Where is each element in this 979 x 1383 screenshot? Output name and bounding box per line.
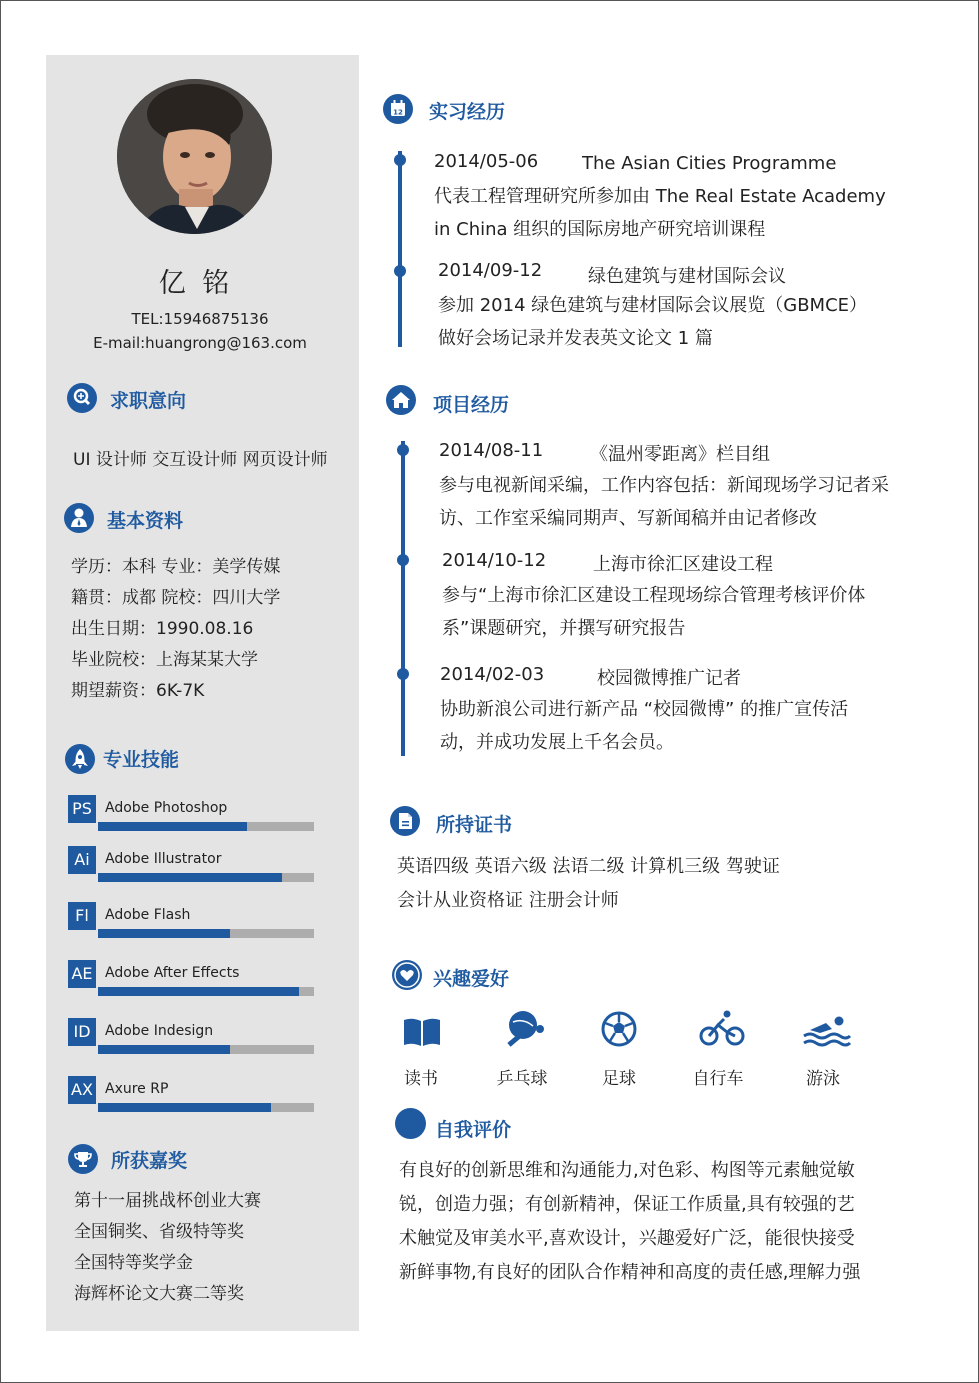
entry-org: 上海市徐汇区建设工程 [593,554,773,575]
internship-timeline [398,151,402,347]
self-eval-line: 锐，创造力强；有创新精神，保证工作质量,具有较强的艺 [399,1194,855,1215]
swimming-icon [802,1014,852,1052]
entry-date: 2014/09-12 [438,260,543,281]
self-eval-icon [395,1108,426,1139]
skill-name: Adobe Indesign [105,1023,214,1039]
entry-org: 校园微博推广记者 [597,668,741,689]
certificate-line: 英语四级 英语六级 法语二级 计算机三级 驾驶证 [397,856,780,877]
basic-info-line: 学历：本科 专业：美学传媒 [71,557,281,577]
entry-desc-line: 做好会场记录并发表英文论文 1 篇 [438,328,713,349]
entry-desc-line: 代表工程管理研究所参加由 The Real Estate Academy [434,186,886,207]
projects-timeline [401,441,405,756]
user-icon [64,503,94,533]
award-line: 全国特等奖学金 [74,1253,193,1273]
book-icon [402,1014,442,1054]
entry-desc-line: 系”课题研究，并撰写研究报告 [442,618,686,639]
hobbies-title: 兴趣爱好 [433,968,510,990]
award-line: 全国铜奖、省级特等奖 [74,1222,244,1242]
skill-level-bar [98,987,314,996]
timeline-dot [397,668,409,680]
skill-level-bar [98,1045,314,1054]
certificate-icon [390,806,420,836]
entry-org: The Asian Cities Programme [582,153,837,174]
soccer-ball-icon [600,1010,638,1052]
basic-info-title: 基本资料 [107,510,184,532]
skill-level-fill [98,1045,230,1054]
avatar [117,79,272,234]
entry-date: 2014/08-11 [439,440,544,461]
table-tennis-icon [505,1008,547,1052]
skill-level-bar [98,1103,314,1112]
entry-desc-line: 参与“上海市徐汇区建设工程现场综合管理考核评价体 [442,585,866,606]
awards-title: 所获嘉奖 [111,1150,188,1172]
timeline-dot [397,554,409,566]
hobby-label: 乒乓球 [496,1069,548,1089]
timeline-dot [394,154,406,166]
skill-level-fill [98,987,299,996]
timeline-dot [394,265,406,277]
calendar-icon [383,94,413,124]
skill-name: Axure RP [105,1081,169,1097]
basic-info-line: 毕业院校：上海某某大学 [71,650,258,670]
self-eval-line: 术触觉及审美水平,喜欢设计，兴趣爱好广泛，能很快接受 [399,1228,855,1249]
entry-desc-line: 参与电视新闻采编，工作内容包括：新闻现场学习记者采 [439,475,889,496]
basic-info-line: 籍贯：成都 院校：四川大学 [71,588,281,608]
trophy-icon [68,1144,98,1174]
rocket-icon [65,744,95,774]
skill-level-fill [98,1103,271,1112]
skill-name: Adobe After Effects [105,965,240,981]
skill-level-fill [98,873,282,882]
entry-date: 2014/10-12 [442,550,547,571]
sidebar [46,55,359,1331]
hobby-label: 游泳 [806,1069,840,1089]
bicycle-icon [698,1008,746,1052]
skill-name: Adobe Illustrator [105,851,222,867]
entry-date: 2014/05-06 [434,151,539,172]
self-eval-line: 有良好的创新思维和沟通能力,对色彩、构图等元素触觉敏 [399,1160,855,1181]
skill-abbr-badge: Ai [68,846,96,874]
profile-email: E-mail:huangrong@163.com [93,334,307,352]
skill-abbr-badge: PS [68,795,96,823]
self-eval-line: 新鲜事物,有良好的团队合作精神和高度的责任感,理解力强 [399,1262,861,1283]
skill-level-bar [98,822,314,831]
heart-icon [392,960,422,990]
skill-level-fill [98,929,230,938]
basic-info-line: 出生日期：1990.08.16 [71,619,254,639]
certificates-title: 所持证书 [436,814,513,836]
magnifier-icon [67,383,97,413]
skill-abbr-badge: ID [68,1018,96,1046]
skill-level-bar [98,929,314,938]
timeline-dot [397,444,409,456]
home-icon [386,385,416,415]
entry-desc-line: 协助新浪公司进行新产品 “校园微博” 的推广宣传活 [440,699,849,720]
svg-text:12: 12 [393,108,403,117]
skill-name: Adobe Photoshop [105,800,228,816]
entry-org: 《温州零距离》栏目组 [590,444,770,465]
projects-title: 项目经历 [433,394,510,416]
avatar-portrait [117,79,272,234]
entry-org: 绿色建筑与建材国际会议 [588,266,786,287]
basic-info-line: 期望薪资：6K-7K [71,681,205,701]
job-intent-title: 求职意向 [110,390,187,412]
entry-date: 2014/02-03 [440,664,545,685]
hobby-label: 读书 [404,1069,438,1089]
self-eval-title: 自我评价 [435,1119,512,1141]
skills-title: 专业技能 [103,749,180,771]
award-line: 第十一届挑战杯创业大赛 [74,1191,261,1211]
internship-title: 实习经历 [429,101,506,123]
skill-name: Adobe Flash [105,907,191,923]
award-line: 海辉杯论文大赛二等奖 [74,1284,244,1304]
certificate-line: 会计从业资格证 注册会计师 [397,890,619,911]
skill-level-bar [98,873,314,882]
hobby-label: 足球 [602,1069,636,1089]
profile-tel: TEL:15946875136 [131,310,269,328]
skill-abbr-badge: Fl [68,902,96,930]
entry-desc-line: in China 组织的国际房地产研究培训课程 [434,219,766,240]
profile-name: 亿 铭 [158,268,234,299]
skill-abbr-badge: AE [68,960,96,988]
hobby-label: 自行车 [692,1069,744,1089]
skill-level-fill [98,822,247,831]
skill-abbr-badge: AX [68,1076,96,1104]
job-intent-text: UI 设计师 交互设计师 网页设计师 [73,450,328,470]
entry-desc-line: 参加 2014 绿色建筑与建材国际会议展览（GBMCE） [438,295,868,316]
entry-desc-line: 访、工作室采编同期声、写新闻稿并由记者修改 [439,508,817,529]
entry-desc-line: 动，并成功发展上千名会员。 [440,732,674,753]
